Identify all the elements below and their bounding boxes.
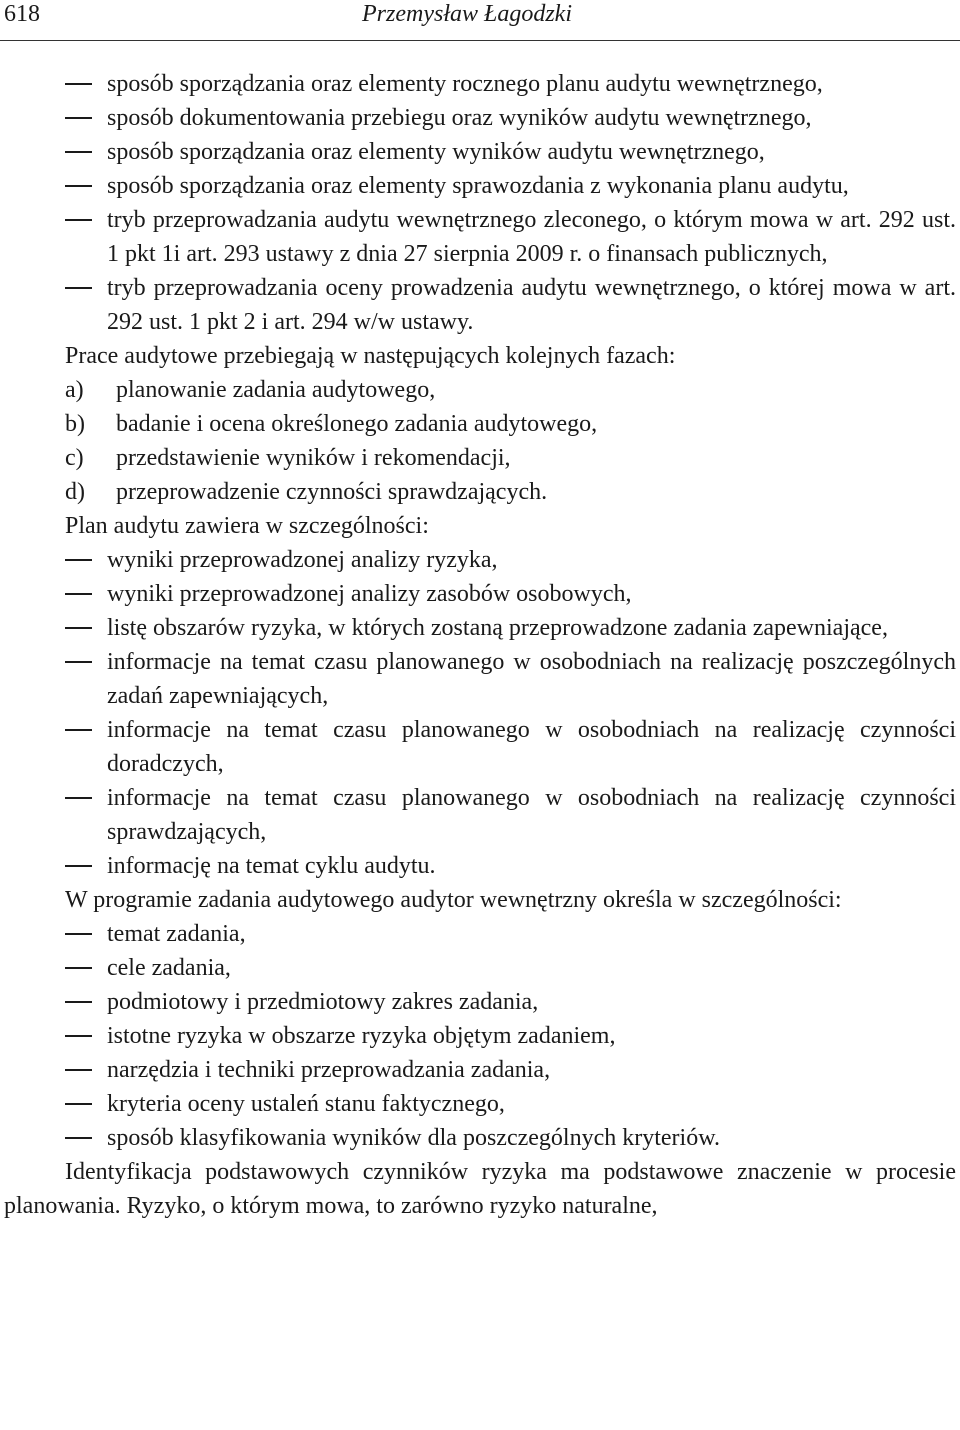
dash-bullet (65, 151, 92, 153)
regulation-list (4, 67, 956, 339)
dash-bullet (65, 559, 92, 561)
list-item: sposób sporządzania oraz elementy sprawozdania z wykonania planu audytu, (4, 169, 956, 203)
phase-item: d) przeprowadzenie czynności sprawdzających. (4, 475, 956, 509)
closing-paragraph: Identyfikacja podstawowych czynników ryzyka ma podstawowe znaczenie w procesie planowania. Ryzyko, o którym mowa, to zarówno ryzyko naturalne, (4, 1159, 956, 1219)
page-body (4, 67, 956, 1223)
list-item: sposób sporządzania oraz elementy wyników audytu wewnętrznego, (4, 135, 956, 169)
phase-letter: b) (65, 411, 85, 437)
program-intro: W programie zadania audytowego audytor wewnętrzny określa w szczególności: (65, 887, 842, 913)
program-list (4, 917, 956, 1155)
dash-bullet (65, 933, 92, 935)
list-item: listę obszarów ryzyka, w których zostaną przeprowadzone zadania zapewniające, (4, 611, 956, 645)
phase-letter: d) (65, 479, 85, 505)
dash-bullet (65, 729, 92, 731)
dash-bullet (65, 1069, 92, 1071)
dash-bullet (65, 83, 92, 85)
list-item: sposób klasyfikowania wyników dla poszczególnych kryteriów. (4, 1121, 956, 1155)
dash-bullet (65, 1137, 92, 1139)
list-item: temat zadania, (4, 917, 956, 951)
list-item: tryb przeprowadzania audytu wewnętrznego zleconego, o którym mowa w art. 292 ust. 1 pkt 1i art. 293 ustawy z dnia 27 sierpnia 2009 r. o finansach publicznych, (4, 203, 956, 271)
plan-intro: Plan audytu zawiera w szczególności: (65, 513, 429, 539)
list-item: sposób sporządzania oraz elementy rocznego planu audytu wewnętrznego, (4, 67, 956, 101)
list-item: tryb przeprowadzania oceny prowadzenia audytu wewnętrznego, o której mowa w art. 292 ust. 1 pkt 2 i art. 294 w/w ustawy. (4, 271, 956, 339)
dash-bullet (65, 185, 92, 187)
list-item: informacje na temat czasu planowanego w osobodniach na realizację czynności doradczych, (4, 713, 956, 781)
list-item: podmiotowy i przedmiotowy zakres zadania, (4, 985, 956, 1019)
phase-letter: a) (65, 377, 84, 403)
list-item: cele zadania, (4, 951, 956, 985)
list-item: informację na temat cyklu audytu. (4, 849, 956, 883)
list-item: kryteria oceny ustaleń stanu faktycznego, (4, 1087, 956, 1121)
dash-bullet (65, 627, 92, 629)
phase-item: c) przedstawienie wyników i rekomendacji, (4, 441, 956, 475)
dash-bullet (65, 1035, 92, 1037)
dash-bullet (65, 593, 92, 595)
dash-bullet (65, 287, 92, 289)
dash-bullet (65, 117, 92, 119)
dash-bullet (65, 219, 92, 221)
list-item: wyniki przeprowadzonej analizy ryzyka, (4, 543, 956, 577)
dash-bullet (65, 797, 92, 799)
list-item: sposób dokumentowania przebiegu oraz wyników audytu wewnętrznego, (4, 101, 956, 135)
phases-intro: Prace audytowe przebiegają w następujących kolejnych fazach: (65, 343, 676, 369)
phase-item: a) planowanie zadania audytowego, (4, 373, 956, 407)
list-item: istotne ryzyka w obszarze ryzyka objętym zadaniem, (4, 1019, 956, 1053)
page-header (0, 0, 960, 41)
list-item: wyniki przeprowadzonej analizy zasobów osobowych, (4, 577, 956, 611)
phase-letter: c) (65, 445, 84, 471)
dash-bullet (65, 967, 92, 969)
dash-bullet (65, 865, 92, 867)
list-item: informacje na temat czasu planowanego w osobodniach na realizację czynności sprawdzających, (4, 781, 956, 849)
dash-bullet (65, 1001, 92, 1003)
list-item: narzędzia i techniki przeprowadzania zadania, (4, 1053, 956, 1087)
plan-list (4, 543, 956, 883)
dash-bullet (65, 661, 92, 663)
phase-item: b) badanie i ocena określonego zadania audytowego, (4, 407, 956, 441)
list-item: informacje na temat czasu planowanego w osobodniach na realizację poszczególnych zadań zapewniających, (4, 645, 956, 713)
running-head-author: Przemysław Łagodzki (362, 1, 572, 27)
phases-list (4, 373, 956, 509)
page-number: 618 (4, 1, 40, 27)
dash-bullet (65, 1103, 92, 1105)
